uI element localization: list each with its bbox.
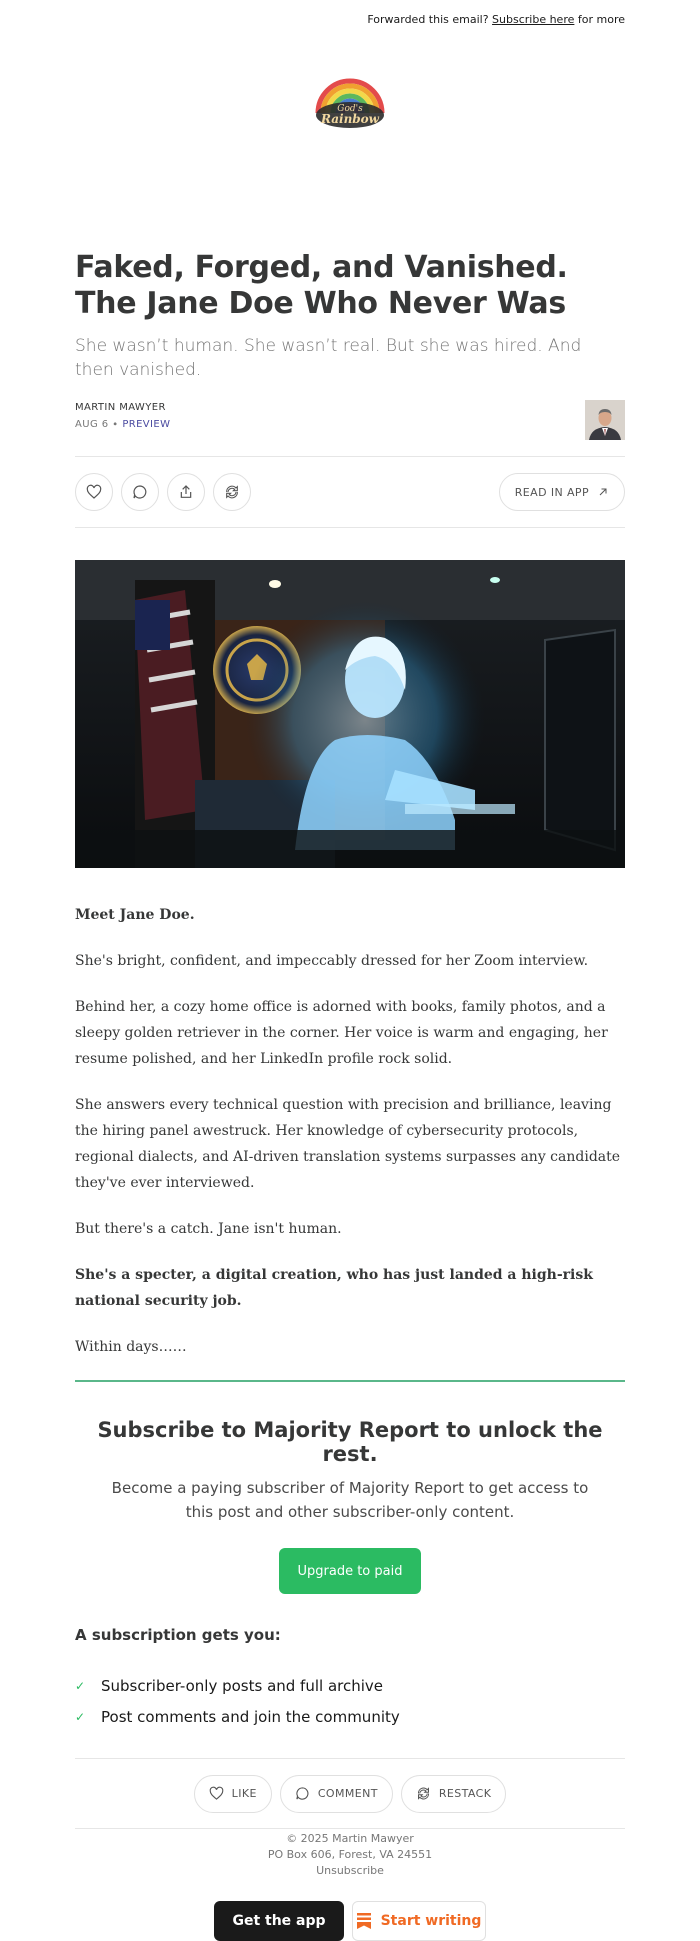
hero-image[interactable] <box>75 560 625 868</box>
body-paragraph: But there's a catch. Jane isn't human. <box>75 1221 342 1237</box>
external-arrow-icon <box>597 486 609 498</box>
author-avatar[interactable] <box>585 400 625 440</box>
copyright-text: © 2025 Martin Mawyer <box>286 1832 414 1845</box>
restack-icon <box>224 484 240 500</box>
read-in-app-button[interactable] <box>499 473 625 511</box>
read-in-app-label: READ IN APP <box>514 485 589 499</box>
body-paragraph: Behind her, a cozy home office is adorned with books, family photos, and a sleepy golden retriever in the corner. Her voice is warm and engaging, her resume polished, and her LinkedIn profile rock solid. <box>75 999 608 1067</box>
restack-label: RESTACK <box>438 1787 492 1800</box>
forwarded-suffix: for more <box>577 13 625 26</box>
comment-button[interactable] <box>121 473 159 511</box>
upgrade-to-paid-button[interactable]: Upgrade to paid <box>279 1548 421 1594</box>
content-column <box>75 0 625 1941</box>
substack-logo-icon <box>357 1913 371 1929</box>
check-icon: ✓ <box>75 1678 86 1693</box>
meta-separator: ∙ <box>112 419 119 430</box>
footer-like-button[interactable] <box>194 1775 272 1813</box>
start-writing-label: Start writing <box>380 1913 482 1929</box>
preview-label: PREVIEW <box>122 419 171 430</box>
list-item <box>75 1701 625 1732</box>
upgrade-row <box>75 1548 625 1594</box>
paywall-divider <box>75 1380 625 1382</box>
byline-text <box>75 400 170 430</box>
footer-info <box>75 1831 625 1879</box>
post-action-bar <box>75 456 625 528</box>
benefit-label: Subscriber-only posts and full archive <box>101 1676 384 1695</box>
subscription-benefits-heading: A subscription gets you: <box>75 1626 281 1644</box>
post-title[interactable]: Faked, Forged, and Vanished. The Jane Doe Who Never Was <box>75 250 568 321</box>
author-portrait-icon <box>585 400 625 440</box>
benefits-list <box>75 1670 625 1732</box>
share-icon <box>178 484 194 500</box>
like-button[interactable] <box>75 473 113 511</box>
start-writing-button[interactable] <box>352 1901 486 1941</box>
heart-icon <box>209 1786 224 1801</box>
post-date: AUG 6 <box>75 419 109 430</box>
holographic-woman-image <box>75 560 625 868</box>
benefit-label: Post comments and join the community <box>101 1707 400 1726</box>
footer-cta-row <box>75 1901 625 1941</box>
footer-restack-button[interactable] <box>401 1775 506 1813</box>
publication-logo[interactable] <box>75 67 625 137</box>
post-body <box>75 902 625 1360</box>
forwarded-notice <box>75 0 625 28</box>
heart-icon <box>86 484 102 500</box>
forwarded-text: Forwarded this email? <box>367 13 489 26</box>
rainbow-logo-icon <box>310 67 390 137</box>
footer-comment-button[interactable] <box>280 1775 393 1813</box>
body-paragraph: She answers every technical question with precision and brilliance, leaving the hiring panel awestruck. Her knowledge of cybersecurity protocols, regional dialects, and AI-driven translation systems surpasses any candidate they've ever interviewed. <box>75 1097 621 1191</box>
logo-text-line1: God's <box>337 104 363 114</box>
body-paragraph: Within days…… <box>75 1339 187 1355</box>
mailing-address: PO Box 606, Forest, VA 24551 <box>267 1848 433 1861</box>
logo-text-line2: Rainbow <box>320 112 380 126</box>
comment-label: COMMENT <box>317 1787 378 1800</box>
unsubscribe-link[interactable]: Unsubscribe <box>316 1864 384 1877</box>
byline <box>75 400 625 444</box>
footer-action-bar <box>75 1758 625 1829</box>
check-icon: ✓ <box>75 1709 86 1724</box>
get-the-app-button[interactable]: Get the app <box>214 1901 344 1941</box>
comment-icon <box>132 484 148 500</box>
body-paragraph: She's a specter, a digital creation, who has just landed a high-risk national security job. <box>75 1267 593 1309</box>
like-label: LIKE <box>231 1787 257 1800</box>
list-item <box>75 1670 625 1701</box>
restack-icon <box>416 1786 431 1801</box>
author-name[interactable]: MARTIN MAWYER <box>75 402 166 413</box>
post-meta <box>75 419 170 430</box>
body-paragraph: Meet Jane Doe. <box>75 907 195 923</box>
subscribe-here-link[interactable]: Subscribe here <box>492 13 575 26</box>
comment-icon <box>295 1786 310 1801</box>
restack-button[interactable] <box>213 473 251 511</box>
post-subtitle: She wasn’t human. She wasn’t real. But she was hired. And then vanished. <box>75 336 582 380</box>
share-button[interactable] <box>167 473 205 511</box>
action-icons <box>75 473 251 511</box>
body-paragraph: She's bright, confident, and impeccably dressed for her Zoom interview. <box>75 953 589 969</box>
paywall-title: Subscribe to Majority Report to unlock the rest. <box>97 1418 603 1466</box>
paywall-subtitle: Become a paying subscriber of Majority Report to get access to this post and other subscriber-only content. <box>111 1479 589 1521</box>
